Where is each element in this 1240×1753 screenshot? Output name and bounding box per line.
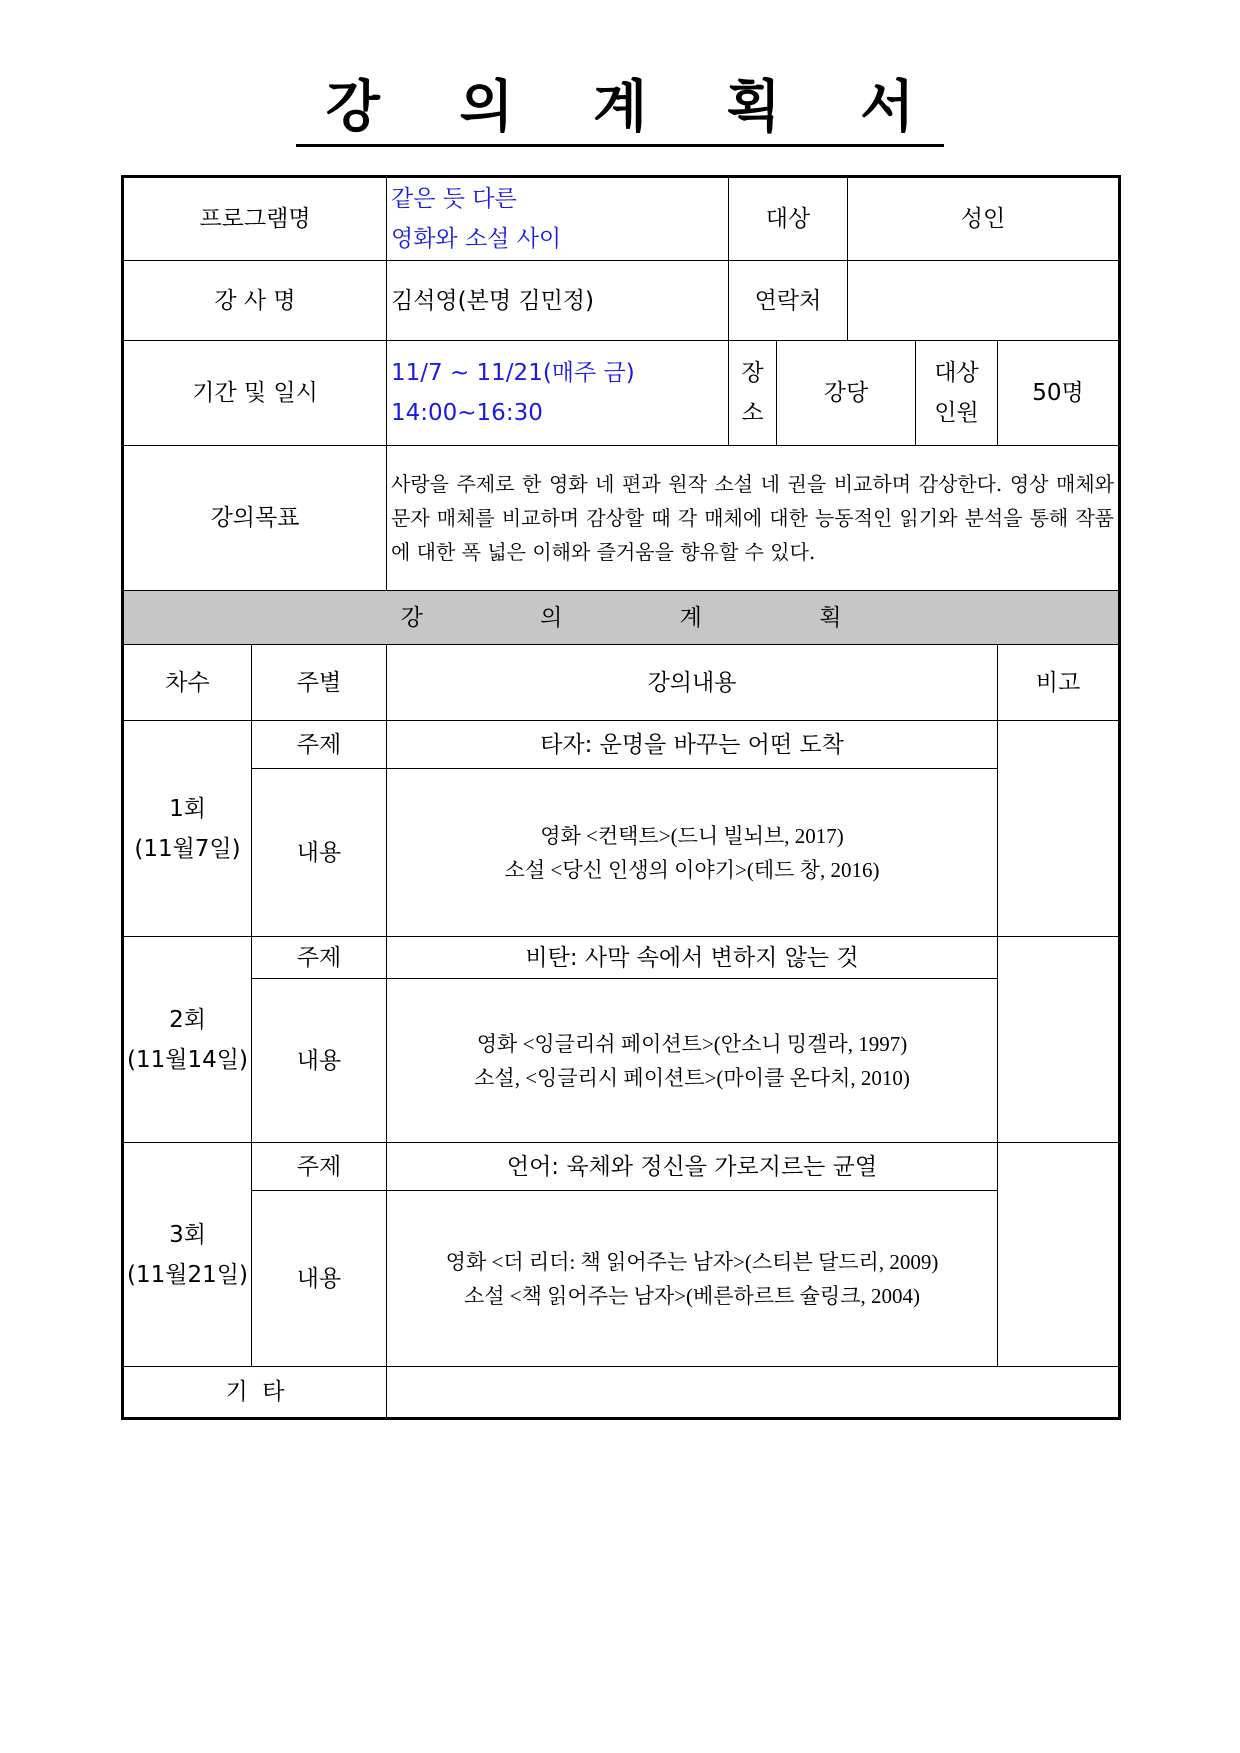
capacity-label-line1: 대상 [934,360,979,386]
session-1-theme: 타자: 운명을 바꾸는 어떤 도착 [387,721,998,769]
session-1-number: 1회 [169,795,206,822]
document-title-text: 강 의 계 획 서 [296,76,944,147]
place-label [729,341,777,446]
period-row [123,341,1120,446]
program-value-line2: 영화와 소설 사이 [391,226,562,252]
session-3-note [998,1143,1120,1367]
session-1-novel: 소설 <당신 인생의 이야기>(테드 창, 2016) [504,857,880,882]
band-char-2: 의 [540,604,563,631]
session-3-label [123,1143,252,1367]
etc-row [123,1367,1120,1419]
section-band-row [123,591,1120,645]
header-row [123,645,1120,721]
session-3-theme-label: 주제 [252,1143,387,1191]
session-3-number: 3회 [169,1221,206,1248]
session-1-date: (11월7일) [134,835,241,862]
session-2-label [123,937,252,1143]
goal-text: 사랑을 주제로 한 영화 네 편과 원작 소설 네 권을 비교하며 감상한다. 영상 매체와 문자 매체를 비교하며 감상할 때 각 매체에 대한 능동적인 읽기와 분석을 통해 작품에 대한 폭 넓은 이해와 즐거움을 향유할 수 있다. [387,446,1120,591]
header-session: 차수 [123,645,252,721]
session-1-content-label: 내용 [252,769,387,937]
session-3-theme: 언어: 육체와 정신을 가로지르는 균열 [387,1143,998,1191]
session-3-content [387,1191,998,1367]
header-content: 강의내용 [387,645,998,721]
instructor-label: 강 사 명 [123,261,387,341]
session-2-content-row [123,979,1120,1143]
session-1-label [123,721,252,937]
session-3-film: 영화 <더 리더: 책 읽어주는 남자>(스티븐 달드리, 2009) [445,1249,939,1274]
session-2-number: 2회 [169,1006,206,1033]
section-band [123,591,1120,645]
goal-label: 강의목표 [123,446,387,591]
document-title [0,76,1240,147]
session-2-content-label: 내용 [252,979,387,1143]
band-char-3: 계 [679,604,702,631]
program-value [387,177,729,261]
instructor-row [123,261,1120,341]
place-label-line1: 장 [741,360,764,386]
contact-label: 연락처 [729,261,848,341]
session-2-theme-label: 주제 [252,937,387,979]
session-2-content [387,979,998,1143]
session-3-novel: 소설 <책 읽어주는 남자>(베른하르트 슐링크, 2004) [463,1283,921,1308]
session-3-date: (11월21일) [127,1261,248,1288]
header-week: 주별 [252,645,387,721]
place-label-line2: 소 [741,400,764,426]
band-char-4: 획 [819,604,842,631]
session-3-content-label: 내용 [252,1191,387,1367]
session-2-theme: 비탄: 사막 속에서 변하지 않는 것 [387,937,998,979]
lecture-plan-table [121,175,1121,1420]
goal-row [123,446,1120,591]
period-value [387,341,729,446]
header-note: 비고 [998,645,1120,721]
target-value: 성인 [848,177,1120,261]
session-3-theme-row [123,1143,1120,1191]
session-2-film: 영화 <잉글리쉬 페이션트>(안소니 밍겔라, 1997) [476,1031,908,1056]
program-label: 프로그램명 [123,177,387,261]
contact-value [848,261,1120,341]
period-time: 14:00~16:30 [391,400,543,426]
session-1-content [387,769,998,937]
session-2-theme-row [123,937,1120,979]
session-1-film: 영화 <컨택트>(드니 빌뇌브, 2017) [540,823,844,848]
period-dates: 11/7 ~ 11/21(매주 금) [391,360,635,386]
capacity-label-line2: 인원 [934,400,979,426]
session-1-content-row [123,769,1120,937]
place-value: 강당 [777,341,916,446]
band-char-1: 강 [400,604,423,631]
target-label: 대상 [729,177,848,261]
session-3-content-row [123,1191,1120,1367]
program-value-line1: 같은 듯 다른 [391,186,517,212]
capacity-value: 50명 [998,341,1120,446]
etc-label: 기 타 [123,1367,387,1419]
session-1-theme-row [123,721,1120,769]
session-2-date: (11월14일) [127,1046,248,1073]
program-row [123,177,1120,261]
session-2-note [998,937,1120,1143]
session-1-note [998,721,1120,937]
instructor-value: 김석영(본명 김민정) [387,261,729,341]
etc-value [387,1367,1120,1419]
session-2-novel: 소설, <잉글리시 페이션트>(마이클 온다치, 2010) [474,1065,910,1090]
session-1-theme-label: 주제 [252,721,387,769]
period-label: 기간 및 일시 [123,341,387,446]
capacity-label [916,341,998,446]
